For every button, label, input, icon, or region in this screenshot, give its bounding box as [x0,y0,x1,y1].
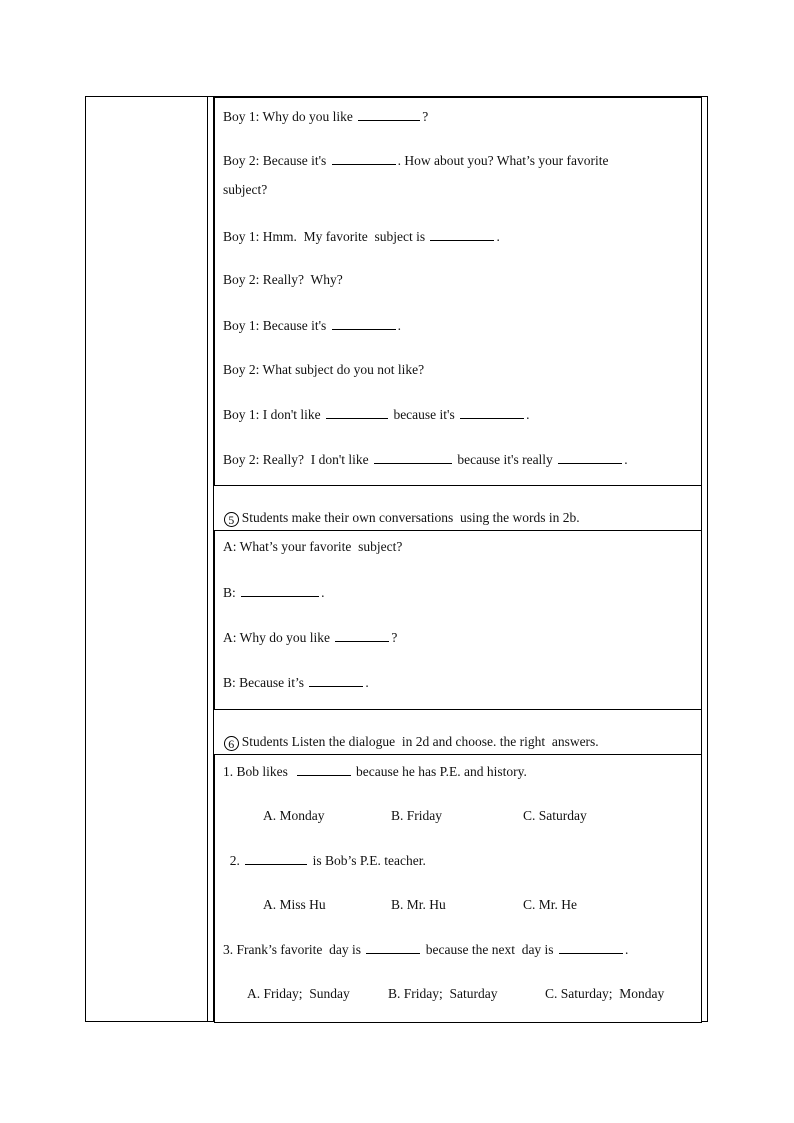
line-text: because he has P.E. and history. [352,764,527,779]
line-text: 2. [223,853,244,868]
line-text: A: Why do you like [223,630,334,645]
line-text: Boy 2: What subject do you not like? [223,362,425,377]
answer-blank[interactable] [430,228,494,241]
answer-blank[interactable] [366,941,420,954]
line-text: 1. Bob likes [223,764,295,779]
quiz-question [223,763,527,780]
dialogue-line [223,272,343,288]
line-text: A: What’s your favorite subject? [223,539,403,554]
step-text: Students Listen the dialogue in 2d and choose. the right answers. [241,734,599,749]
line-text: Boy 2: Because it's [223,153,330,168]
line-text: because it's [390,407,459,422]
line-text: . [365,675,369,690]
answer-option[interactable]: B. Friday [391,808,443,823]
quiz-question [223,852,426,869]
answer-blank[interactable] [358,108,420,121]
step-6-instruction [217,718,599,751]
line-text: . How about you? What’s your favorite [397,153,609,168]
line-text: Boy 2: Really? Why? [223,272,343,287]
line-text: . [496,229,500,244]
line-text: Boy 1: I don't like [223,407,325,422]
step-text: Students make their own conversations using the words in 2b. [241,510,580,525]
answer-blank[interactable] [460,406,524,419]
answer-blank[interactable] [245,852,307,865]
dialogue-line [223,451,628,468]
line-text: 3. Frank’s favorite day is [223,942,365,957]
dialogue-line [223,228,500,245]
line-text: . [321,585,325,600]
circled-number: 5 [224,512,239,527]
dialogue-line [223,152,609,169]
quiz-box [214,754,702,1023]
answer-option[interactable]: A. Friday; Sunday [247,986,350,1001]
step-5-instruction [217,494,580,527]
line-text: Boy 2: Really? I don't like [223,452,373,467]
answer-option[interactable]: B. Mr. Hu [391,897,446,912]
line-text: because the next day is [422,942,557,957]
answer-blank[interactable] [559,941,623,954]
circled-number: 6 [224,736,239,751]
line-text: B: Because it’s [223,675,308,690]
line-text: is Bob’s P.E. teacher. [309,853,426,868]
dialogue-line [223,362,424,378]
answer-blank[interactable] [332,317,396,330]
answer-blank[interactable] [332,152,396,165]
dialogue-box [214,96,702,486]
answer-blank[interactable] [326,406,388,419]
conversation-line [223,629,397,646]
line-text: B: [223,585,240,600]
answer-option[interactable]: B. Friday; Saturday [388,986,498,1001]
answer-blank[interactable] [309,674,363,687]
conversation-line [223,674,369,691]
line-text: because it's really [454,452,557,467]
answer-blank[interactable] [374,451,452,464]
line-text: . [526,407,530,422]
dialogue-line [223,108,428,125]
dialogue-line [223,182,267,198]
quiz-question [223,941,628,958]
line-text: . [624,942,629,957]
conversation-line [223,539,402,555]
answer-option[interactable]: A. Monday [263,808,325,823]
line-text: ? [391,630,398,645]
answer-blank[interactable] [241,584,319,597]
line-text: . [624,452,628,467]
line-text: Boy 1: Why do you like [223,109,357,124]
line-text: . [397,318,402,333]
line-text: ? [422,109,429,124]
conversation-box [214,530,702,710]
column-divider-left [207,96,208,1022]
line-text: Boy 1: Because it's [223,318,330,333]
answer-blank[interactable] [335,629,389,642]
answer-option[interactable]: C. Saturday; Monday [545,986,665,1001]
line-text: Boy 1: Hmm. My favorite subject is [223,229,429,244]
answer-blank[interactable] [558,451,622,464]
line-text: subject? [223,182,268,197]
dialogue-line [223,317,401,334]
answer-option[interactable]: A. Miss Hu [263,897,326,912]
answer-blank[interactable] [297,763,351,776]
dialogue-line [223,406,529,423]
answer-option[interactable]: C. Saturday [523,808,587,823]
answer-option[interactable]: C. Mr. He [523,897,577,912]
conversation-line [223,584,325,601]
